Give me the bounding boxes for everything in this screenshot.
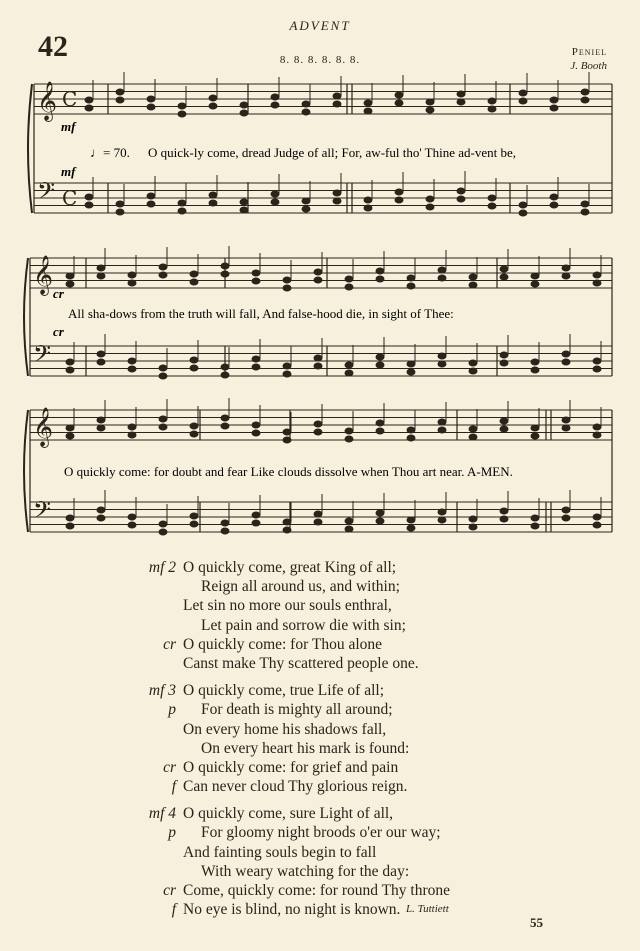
verse-line <box>0 900 640 919</box>
verse-line <box>0 558 640 577</box>
note-head <box>159 529 167 535</box>
note-head <box>159 521 167 527</box>
note-head <box>469 274 477 280</box>
tune-name: Peniel <box>571 46 607 58</box>
note-head <box>531 359 539 365</box>
note-head <box>376 276 384 282</box>
verse-dynamic: f <box>171 901 176 919</box>
note-head <box>240 110 248 116</box>
section-title: ADVENT <box>289 18 351 33</box>
note-head <box>97 265 105 271</box>
note-head <box>283 519 291 525</box>
verse-text: O quickly come: for Thou alone <box>183 635 383 653</box>
hymn-number: 42 <box>38 30 68 63</box>
note-head <box>500 352 508 358</box>
note-head <box>562 273 570 279</box>
note-head <box>531 425 539 431</box>
note-head <box>407 517 415 523</box>
note-head <box>426 107 434 113</box>
note-head <box>376 354 384 360</box>
note-head <box>116 97 124 103</box>
verse-text: O quickly come, true Life of all; <box>183 682 385 700</box>
system-bracket <box>24 258 28 376</box>
note-head <box>562 351 570 357</box>
clefs <box>33 81 77 529</box>
note-head <box>209 103 217 109</box>
note-head <box>469 434 477 440</box>
verse-text: Let sin no more our souls enthral, <box>183 597 392 615</box>
note-head <box>66 273 74 279</box>
note-head <box>240 102 248 108</box>
note-head <box>283 285 291 291</box>
note-head <box>593 424 601 430</box>
note-head <box>438 509 446 515</box>
note-head <box>271 94 279 100</box>
note-head <box>159 424 167 430</box>
verse-line <box>0 654 640 673</box>
note-head <box>457 196 465 202</box>
note-head <box>438 517 446 523</box>
bass-clef-icon: 𝄢 <box>33 496 52 529</box>
note-head <box>488 203 496 209</box>
note-head <box>376 510 384 516</box>
note-head <box>283 277 291 283</box>
note-head <box>500 508 508 514</box>
note-head <box>376 420 384 426</box>
note-head <box>562 507 570 513</box>
verse <box>0 558 640 673</box>
note-head <box>271 199 279 205</box>
treble-clef-icon: 𝄞 <box>33 407 54 447</box>
note-head <box>469 516 477 522</box>
verse-text: On every heart his mark is found: <box>201 739 410 757</box>
note-head <box>128 432 136 438</box>
note-head <box>407 427 415 433</box>
note-head <box>314 511 322 517</box>
note-head <box>581 89 589 95</box>
note-head <box>178 208 186 214</box>
note-head <box>407 361 415 367</box>
author: L. Tuttiett <box>406 903 449 915</box>
page-number: 55 <box>530 915 543 930</box>
note-head <box>562 265 570 271</box>
note-head <box>252 278 260 284</box>
note-head <box>593 522 601 528</box>
note-head <box>221 415 229 421</box>
note-head <box>190 423 198 429</box>
note-head <box>593 280 601 286</box>
note-head <box>252 520 260 526</box>
note-head <box>97 417 105 423</box>
note-head <box>531 281 539 287</box>
verse-line <box>0 843 640 862</box>
note-head <box>345 436 353 442</box>
note-head <box>364 100 372 106</box>
verse-line <box>0 616 640 635</box>
note-head <box>581 209 589 215</box>
note-head <box>128 514 136 520</box>
note-head <box>190 271 198 277</box>
note-head <box>283 363 291 369</box>
note-head <box>128 522 136 528</box>
verse-text: Canst make Thy scattered people one. <box>183 654 419 672</box>
note-head <box>562 359 570 365</box>
note-head <box>97 515 105 521</box>
note-head <box>221 423 229 429</box>
note-head <box>333 198 341 204</box>
note-head <box>519 210 527 216</box>
note-head <box>97 351 105 357</box>
note-head <box>438 353 446 359</box>
note-head <box>97 425 105 431</box>
note-head <box>438 427 446 433</box>
lyric-line-3: O quickly come: for doubt and fear Like clouds dissolve when Thou art near. A-MEN. <box>64 464 513 479</box>
note-head <box>407 435 415 441</box>
note-head <box>128 358 136 364</box>
lyric-line-1: O quick-ly come, dread Judge of all; For, aw-ful tho' Thine ad-vent be, <box>148 145 517 160</box>
dynamic-cr-top: cr <box>53 286 64 301</box>
note-head <box>333 101 341 107</box>
note-head <box>376 428 384 434</box>
note-head <box>438 361 446 367</box>
note-head <box>85 97 93 103</box>
verse-line <box>0 635 640 654</box>
note-head <box>457 91 465 97</box>
dynamic-cr-bass: cr <box>53 324 64 339</box>
note-head <box>500 266 508 272</box>
note-head <box>345 526 353 532</box>
verse-text: Reign all around us, and within; <box>201 578 400 596</box>
note-head <box>190 431 198 437</box>
note-head <box>252 270 260 276</box>
note-head <box>438 275 446 281</box>
note-head <box>190 357 198 363</box>
note-head <box>221 263 229 269</box>
note-head <box>178 200 186 206</box>
note-head <box>190 365 198 371</box>
note-head <box>426 99 434 105</box>
note-head <box>283 371 291 377</box>
note-head <box>395 197 403 203</box>
note-head <box>271 102 279 108</box>
note-head <box>128 272 136 278</box>
note-head <box>178 103 186 109</box>
note-head <box>85 202 93 208</box>
note-head <box>314 519 322 525</box>
note-head <box>345 428 353 434</box>
note-head <box>116 89 124 95</box>
note-head <box>97 507 105 513</box>
note-head <box>314 269 322 275</box>
note-head <box>531 433 539 439</box>
note-head <box>469 360 477 366</box>
verse-dynamic: mf 2 <box>148 559 176 576</box>
note-head <box>376 518 384 524</box>
note-head <box>488 106 496 112</box>
note-head <box>407 283 415 289</box>
verse-dynamic: p <box>168 701 176 719</box>
note-head <box>333 190 341 196</box>
note-head <box>550 194 558 200</box>
verse-line <box>0 700 640 719</box>
note-head <box>376 362 384 368</box>
note-head <box>85 105 93 111</box>
note-head <box>85 194 93 200</box>
note-head <box>376 268 384 274</box>
note-head <box>469 426 477 432</box>
note-head <box>302 109 310 115</box>
verse-text: Can never cloud Thy glorious reign. <box>183 778 408 796</box>
note-head <box>593 432 601 438</box>
note-head <box>147 96 155 102</box>
note-head <box>283 429 291 435</box>
note-head <box>252 364 260 370</box>
note-head <box>128 366 136 372</box>
verse-line <box>0 720 640 739</box>
note-head <box>593 514 601 520</box>
note-head <box>469 368 477 374</box>
note-head <box>271 191 279 197</box>
note-head <box>178 111 186 117</box>
note-head <box>364 108 372 114</box>
note-head <box>469 282 477 288</box>
note-head <box>531 523 539 529</box>
verse-dynamic: cr <box>163 882 176 899</box>
note-head <box>562 417 570 423</box>
note-head <box>302 101 310 107</box>
note-head <box>593 366 601 372</box>
verses <box>0 558 640 927</box>
verse-line <box>0 823 640 842</box>
system-bracket <box>24 410 28 532</box>
verse-dynamic: mf 3 <box>148 682 176 700</box>
note-head <box>500 418 508 424</box>
note-head <box>221 364 229 370</box>
note-head <box>209 200 217 206</box>
composer: J. Booth <box>570 60 607 72</box>
verse-dynamic: mf 4 <box>148 805 176 823</box>
note-head <box>209 95 217 101</box>
verse-text: O quickly come: for grief and pain <box>183 758 399 776</box>
verse-text: And fainting souls begin to fall <box>183 843 377 861</box>
verse-text: On every home his shadows fall, <box>183 720 387 738</box>
note-head <box>147 104 155 110</box>
note-head <box>345 284 353 290</box>
lyric-line-2: All sha-dows from the truth will fall, And false-hood die, in sight of Thee: <box>68 306 454 321</box>
note-head <box>159 373 167 379</box>
verse-dynamic: f <box>171 778 176 796</box>
note-head <box>252 356 260 362</box>
note-head <box>531 515 539 521</box>
note-head <box>159 272 167 278</box>
note-head <box>66 281 74 287</box>
note-head <box>252 512 260 518</box>
note-head <box>209 192 217 198</box>
note-head <box>469 524 477 530</box>
note-head <box>550 105 558 111</box>
verse-text: O quickly come, sure Light of all, <box>183 805 394 823</box>
note-head <box>593 272 601 278</box>
bass-clef-icon: 𝄢 <box>37 177 56 210</box>
note-head <box>66 367 74 373</box>
note-head <box>314 363 322 369</box>
note-head <box>407 275 415 281</box>
verse-line <box>0 758 640 777</box>
verse-line <box>0 681 640 700</box>
note-head <box>364 197 372 203</box>
note-head <box>159 365 167 371</box>
time-signature: C <box>62 87 78 111</box>
note-head <box>66 425 74 431</box>
verse-dynamic: p <box>168 824 176 842</box>
verse-line <box>0 739 640 758</box>
time-signature: C <box>62 186 78 210</box>
meter: 8. 8. 8. 8. 8. 8. <box>279 54 361 66</box>
note-head <box>302 198 310 204</box>
note-head <box>562 425 570 431</box>
verse-text: With weary watching for the day: <box>201 862 410 880</box>
verse-dynamic: cr <box>163 758 176 776</box>
note-head <box>395 100 403 106</box>
note-head <box>407 369 415 375</box>
dynamic-mf-bass: mf <box>61 164 76 179</box>
note-head <box>581 97 589 103</box>
note-head <box>116 201 124 207</box>
tempo-mark: ♩= 70. <box>90 145 130 160</box>
note-head <box>581 201 589 207</box>
note-head <box>345 362 353 368</box>
verse-text: Come, quickly come: for round Thy throne <box>183 882 451 899</box>
note-head <box>345 518 353 524</box>
note-head <box>531 367 539 373</box>
note-head <box>500 274 508 280</box>
note-head <box>116 209 124 215</box>
note-head <box>221 271 229 277</box>
note-head <box>519 90 527 96</box>
dynamic-mf-top: mf <box>61 119 76 134</box>
note-head <box>97 273 105 279</box>
verse-line <box>0 804 640 823</box>
system-bracket <box>28 84 32 213</box>
note-head <box>240 199 248 205</box>
note-head <box>593 358 601 364</box>
note-head <box>395 92 403 98</box>
verse <box>0 681 640 796</box>
verse-line <box>0 577 640 596</box>
note-head <box>562 515 570 521</box>
verse-line <box>0 881 640 900</box>
bass-clef-icon: 𝄢 <box>33 340 52 373</box>
note-head <box>500 516 508 522</box>
note-head <box>407 525 415 531</box>
note-head <box>426 196 434 202</box>
note-head <box>395 189 403 195</box>
note-head <box>302 206 310 212</box>
verse-text: Let pain and sorrow die with sin; <box>201 616 406 634</box>
note-head <box>488 98 496 104</box>
note-head <box>438 419 446 425</box>
verse-text: For death is mighty all around; <box>201 701 393 719</box>
note-head <box>314 429 322 435</box>
note-head <box>457 99 465 105</box>
note-head <box>314 355 322 361</box>
note-head <box>97 359 105 365</box>
note-head <box>531 273 539 279</box>
note-head <box>190 279 198 285</box>
note-head <box>66 359 74 365</box>
verse <box>0 804 640 919</box>
system-brackets <box>24 84 32 532</box>
note-head <box>221 520 229 526</box>
verse-line <box>0 862 640 881</box>
note-head <box>190 513 198 519</box>
note-head <box>252 430 260 436</box>
note-head <box>159 264 167 270</box>
note-head <box>438 267 446 273</box>
note-head <box>345 370 353 376</box>
note-head <box>314 277 322 283</box>
treble-clef-icon: 𝄞 <box>33 255 54 295</box>
note-head <box>240 207 248 213</box>
note-head <box>283 527 291 533</box>
note-head <box>550 202 558 208</box>
note-head <box>190 521 198 527</box>
note-head <box>147 201 155 207</box>
verse-text: No eye is blind, no night is known. <box>183 901 401 919</box>
note-head <box>500 426 508 432</box>
verse-dynamic: cr <box>163 635 176 653</box>
note-head <box>426 204 434 210</box>
note-head <box>519 98 527 104</box>
note-head <box>66 433 74 439</box>
verse-line <box>0 777 640 796</box>
note-head <box>500 360 508 366</box>
note-head <box>488 195 496 201</box>
note-head <box>314 421 322 427</box>
treble-clef-icon: 𝄞 <box>37 81 58 121</box>
note-head <box>66 523 74 529</box>
note-head <box>66 515 74 521</box>
note-head <box>333 93 341 99</box>
note-head <box>519 202 527 208</box>
note-head <box>128 280 136 286</box>
verse-text: For gloomy night broods o'er our way; <box>201 824 441 842</box>
note-head <box>128 424 136 430</box>
note-head <box>147 193 155 199</box>
note-head <box>550 97 558 103</box>
note-head <box>345 276 353 282</box>
note-head <box>221 528 229 534</box>
note-head <box>283 437 291 443</box>
verse-text: O quickly come, great King of all; <box>183 559 397 576</box>
note-head <box>252 422 260 428</box>
note-head <box>364 205 372 211</box>
note-head <box>159 416 167 422</box>
verse-line <box>0 596 640 615</box>
note-head <box>457 188 465 194</box>
note-head <box>221 372 229 378</box>
